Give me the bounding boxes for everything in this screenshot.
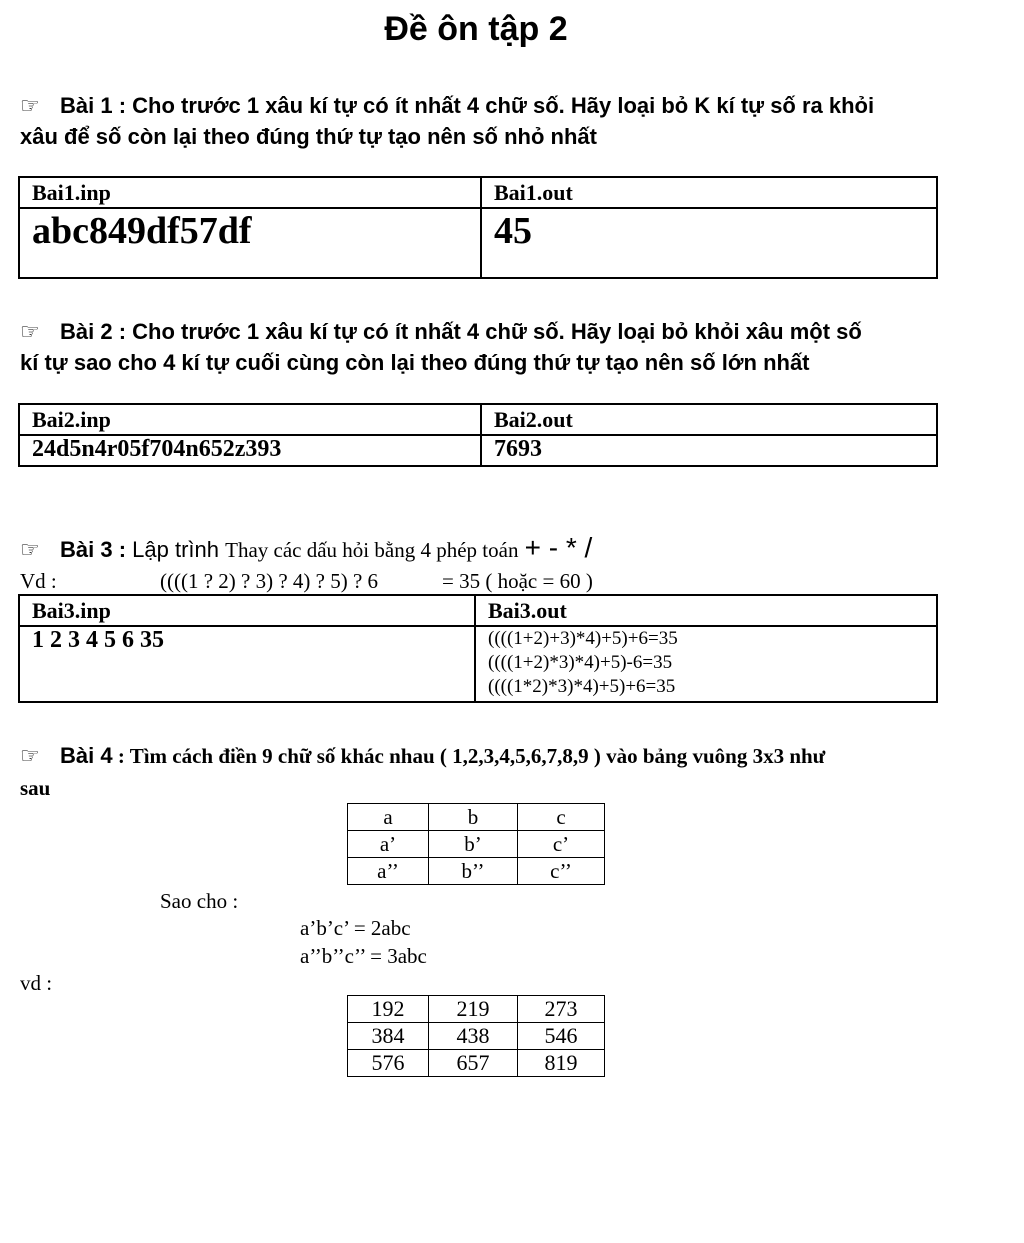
example-cell: 657: [429, 1050, 518, 1077]
pointing-hand-icon: ☞: [20, 93, 40, 118]
bai4-condition-1: a’b’c’ = 2abc: [300, 916, 411, 940]
grid-cell: b’: [429, 831, 518, 858]
grid-cell: b’’: [429, 858, 518, 885]
grid-cell: c: [518, 804, 605, 831]
bai4-text-line1: : Tìm cách điền 9 chữ số khác nhau ( 1,2,3,4,5,6,7,8,9 ) vào bảng vuông 3x3 như: [117, 744, 826, 768]
bai1-io-table: [18, 176, 938, 279]
example-cell: 438: [429, 1023, 518, 1050]
bai1-inp-value: abc849df57df: [19, 208, 481, 278]
bai4-statement: [20, 740, 960, 804]
bai3-vd-label: Vd :: [20, 569, 57, 593]
bai3-operators: + - * /: [524, 532, 593, 563]
bai2-label: Bài 2 :: [60, 319, 127, 344]
example-cell: 219: [429, 996, 518, 1023]
bai1-label: Bài 1 :: [60, 93, 127, 118]
grid-cell: c’’: [518, 858, 605, 885]
bai1-out-value: 45: [481, 208, 937, 278]
bai1-statement: [20, 90, 950, 152]
bai4-example-grid: [347, 995, 605, 1077]
bai2-text-line1: Cho trước 1 xâu kí tự có ít nhất 4 chữ số. Hãy loại bỏ khỏi xâu một số: [132, 319, 862, 344]
bai3-out-line: ((((1*2)*3)*4)+5)+6=35: [488, 676, 676, 697]
bai2-statement: [20, 316, 950, 378]
bai3-inp-header: Bai3.inp: [19, 595, 475, 626]
bai3-lap-trinh: Lập trình: [132, 537, 219, 562]
bai2-out-header: Bai2.out: [481, 404, 937, 435]
bai4-label: Bài 4: [60, 743, 113, 768]
pointing-hand-icon: ☞: [20, 743, 40, 768]
bai1-out-header: Bai1.out: [481, 177, 937, 208]
bai2-inp-header: Bai2.inp: [19, 404, 481, 435]
bai3-inp-value: 1 2 3 4 5 6 35: [19, 626, 475, 702]
bai3-out-line: ((((1+2)*3)*4)+5)-6=35: [488, 652, 673, 673]
bai3-vd-result: = 35 ( hoặc = 60 ): [442, 569, 593, 593]
bai3-label: Bài 3 :: [60, 537, 127, 562]
page-title: Đề ôn tập 2: [384, 10, 568, 48]
bai4-sao-cho: Sao cho :: [160, 889, 239, 913]
example-cell: 576: [348, 1050, 429, 1077]
grid-cell: c’: [518, 831, 605, 858]
grid-cell: a’: [348, 831, 429, 858]
example-cell: 546: [518, 1023, 605, 1050]
bai2-io-table: [18, 403, 938, 467]
grid-cell: a’’: [348, 858, 429, 885]
bai1-text-line2: xâu để số còn lại theo đúng thứ tự tạo nên số nhỏ nhất: [20, 124, 597, 149]
bai3-vd-expr: ((((1 ? 2) ? 3) ? 4) ? 5) ? 6: [160, 569, 379, 593]
pointing-hand-icon: ☞: [20, 319, 40, 344]
bai3-io-table: [18, 594, 938, 703]
bai3-out-cell: [475, 626, 937, 702]
bai3-text: Thay các dấu hỏi bằng 4 phép toán: [225, 538, 519, 562]
example-cell: 273: [518, 996, 605, 1023]
example-cell: 819: [518, 1050, 605, 1077]
example-cell: 384: [348, 1023, 429, 1050]
bai4-condition-2: a’’b’’c’’ = 3abc: [300, 944, 427, 968]
pointing-hand-icon: ☞: [20, 537, 40, 562]
bai1-inp-header: Bai1.inp: [19, 177, 481, 208]
bai2-out-value: 7693: [481, 435, 937, 466]
bai4-variable-grid: [347, 803, 605, 885]
example-cell: 192: [348, 996, 429, 1023]
bai4-vd-label: vd :: [20, 971, 53, 995]
grid-cell: b: [429, 804, 518, 831]
bai3-statement: [20, 528, 950, 570]
bai3-out-header: Bai3.out: [475, 595, 937, 626]
bai3-out-line: ((((1+2)+3)*4)+5)+6=35: [488, 628, 678, 649]
bai2-text-line2: kí tự sao cho 4 kí tự cuối cùng còn lại theo đúng thứ tự tạo nên số lớn nhất: [20, 350, 810, 375]
bai1-text-line1: Cho trước 1 xâu kí tự có ít nhất 4 chữ số. Hãy loại bỏ K kí tự số ra khỏi: [132, 93, 875, 118]
bai2-inp-value: 24d5n4r05f704n652z393: [19, 435, 481, 466]
grid-cell: a: [348, 804, 429, 831]
bai4-text-line2: sau: [20, 776, 51, 800]
